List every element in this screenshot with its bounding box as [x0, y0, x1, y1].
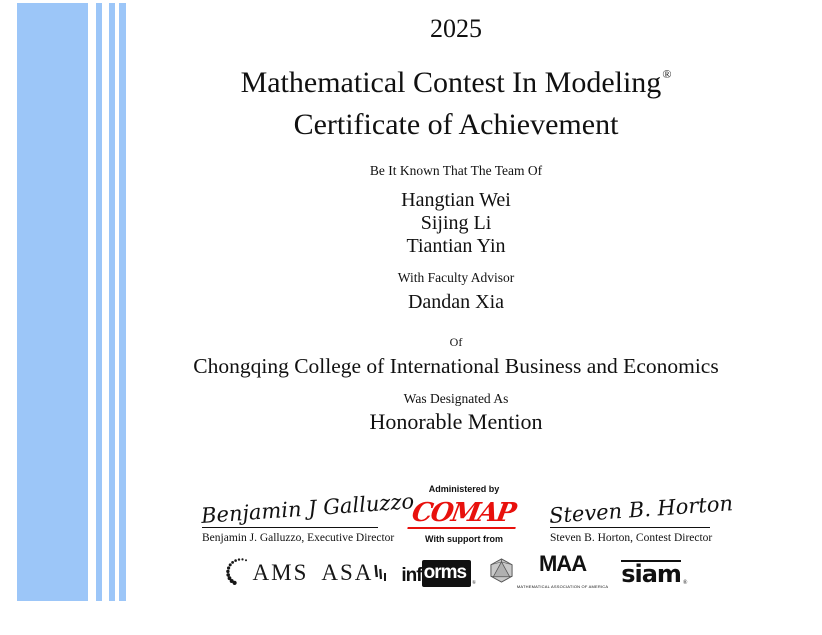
designation-label: Was Designated As: [403, 391, 509, 406]
team-member-1: Hangtian Wei: [401, 189, 511, 211]
informs-registered-mark: ®: [472, 580, 476, 586]
maa-wordmark: MAA: [538, 551, 587, 576]
institution-name: Chongqing College of International Business and Economics: [193, 354, 719, 378]
of-label: Of: [449, 335, 463, 349]
contest-director-signature-script: Steven B. Horton: [548, 491, 734, 528]
certificate-subtitle: Certificate of Achievement: [293, 108, 619, 141]
asa-logo: [321, 561, 388, 586]
executive-director-signature-block: [200, 489, 415, 545]
support-from-label: With support from: [425, 534, 503, 544]
maa-logo: [489, 553, 608, 593]
award-name: Honorable Mention: [369, 409, 543, 434]
contest-director-signature-block: [548, 491, 734, 545]
contest-year: 2025: [430, 14, 482, 43]
team-intro-label: Be It Known That The Team Of: [369, 163, 543, 178]
ams-wordmark: AMS: [252, 560, 309, 585]
contest-title-text: Mathematical Contest In Modeling: [240, 66, 662, 99]
advisor-name: Dandan Xia: [407, 291, 505, 313]
executive-director-signature-script: Benjamin J Galluzzo: [200, 489, 415, 528]
signature-row: [90, 478, 822, 545]
comap-block: [394, 484, 534, 545]
contest-title: [90, 56, 822, 101]
maa-wordmark-block: [517, 553, 608, 593]
signature-line: [202, 527, 378, 528]
siam-wordmark: siam: [621, 560, 681, 588]
maa-geodesic-icon: [489, 558, 514, 588]
siam-registered-mark: ®: [682, 580, 688, 586]
advisor-label: With Faculty Advisor: [397, 270, 515, 285]
informs-logo: [401, 560, 476, 587]
siam-logo: [621, 560, 687, 586]
informs-wordmark-box: orms: [422, 560, 471, 587]
executive-director-caption: Benjamin J. Galluzzo, Executive Director: [202, 532, 395, 544]
ams-logo: [225, 557, 309, 590]
asa-mark-icon: [373, 561, 388, 586]
team-member-2: Sijing Li: [420, 212, 492, 234]
certificate-content: [90, 0, 822, 593]
signature-line: [550, 527, 710, 528]
comap-logo: COMAP: [407, 499, 520, 529]
administered-by-label: Administered by: [428, 484, 500, 494]
maa-caption: MATHEMATICAL ASSOCIATION OF AMERICA: [516, 584, 609, 589]
ams-dotted-arc-icon: [225, 557, 253, 590]
informs-wordmark-prefix: inf: [401, 564, 422, 586]
team-member-3: Tiantian Yin: [406, 235, 506, 257]
contest-director-caption: Steven B. Horton, Contest Director: [550, 532, 713, 544]
registered-trademark-mark: ®: [662, 67, 672, 81]
sponsor-logo-row: [90, 553, 822, 593]
left-border-band: [17, 3, 88, 601]
asa-wordmark: ASA: [321, 560, 374, 585]
